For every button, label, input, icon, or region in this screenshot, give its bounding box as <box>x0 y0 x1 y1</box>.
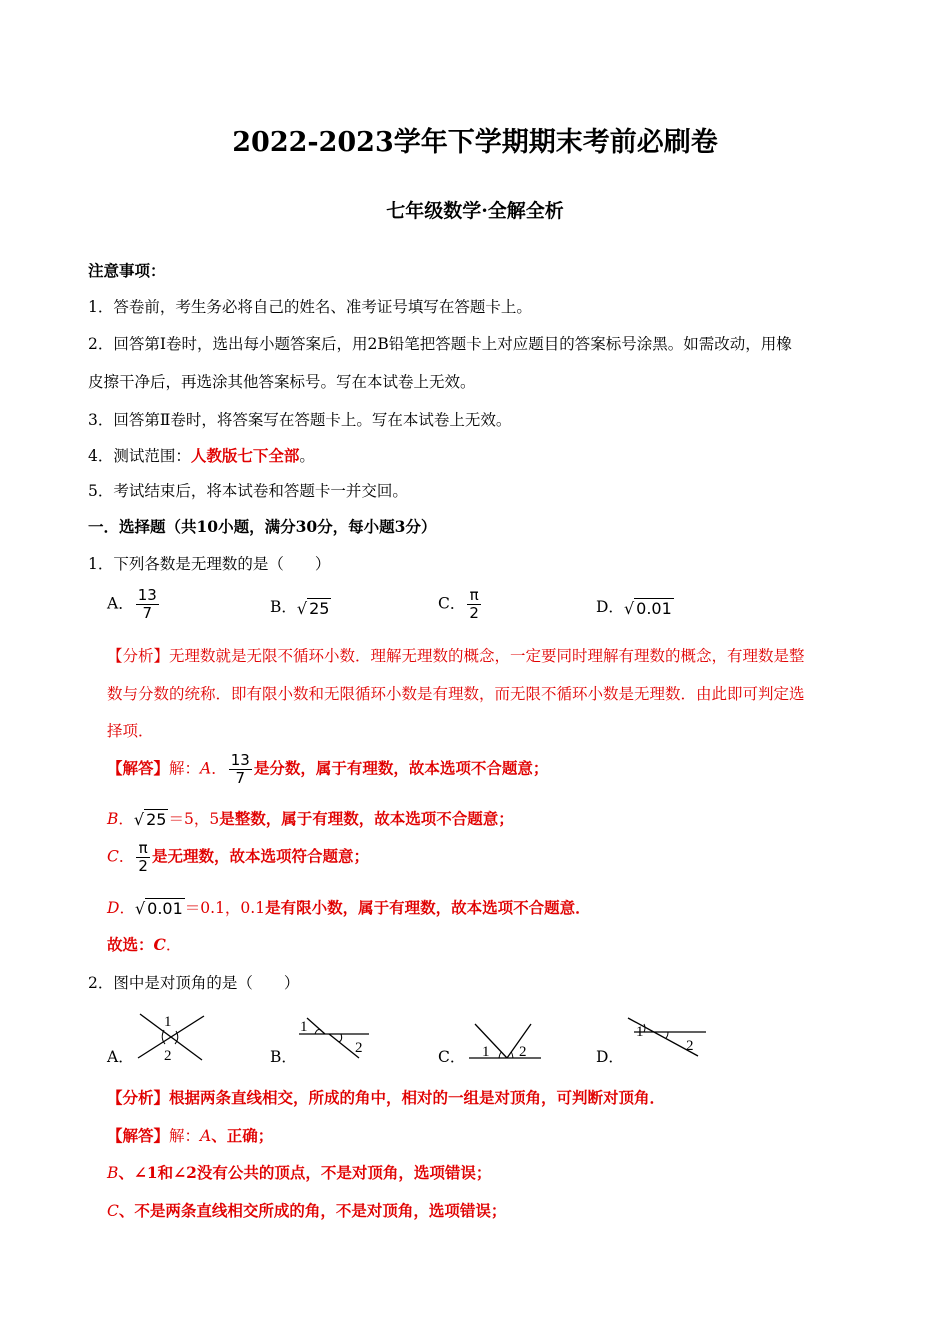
denominator: 7 <box>235 769 246 787</box>
angle-label-2: 2 <box>355 1040 363 1056</box>
angle-label-1: 1 <box>164 1014 172 1030</box>
option-label: B． <box>270 598 297 616</box>
option-letter: C <box>107 1202 119 1220</box>
solution-tag: 【解答】 <box>107 1126 170 1145</box>
question-1-answer <box>107 934 181 956</box>
numerator: π <box>136 840 150 858</box>
square-root: √ 25 <box>296 598 330 618</box>
page-subtitle: 七年级数学·全解全析 <box>386 200 564 222</box>
radicand: 0.01 <box>636 598 672 618</box>
question-2-solution-a <box>107 1125 273 1147</box>
angle-arc <box>339 1034 342 1042</box>
square-root: √ 0.01 <box>623 598 672 618</box>
question-1-analysis-line-1: 【分析】无理数就是无限不循环小数．理解无理数的概念，一定要同时理解有理数的概念，有理数是整 <box>107 647 805 665</box>
test-range: 人教版七下全部 <box>190 446 300 465</box>
option-dot: ． <box>118 810 134 828</box>
radicand: 25 <box>146 810 167 829</box>
radicand: 0.01 <box>147 899 183 918</box>
denominator: 2 <box>138 857 148 875</box>
notice-item-3: 3．回答第Ⅱ卷时，将答案写在答题卡上。写在本试卷上无效。 <box>88 411 512 429</box>
solution-text: 是分数，属于有理数，故本选项不合题意； <box>253 758 549 778</box>
question-2-figure-c <box>465 1014 545 1062</box>
answer-prefix: 故选： <box>107 935 154 954</box>
fraction <box>229 752 252 787</box>
square-root: √ 0.01 <box>134 899 183 918</box>
denominator: 7 <box>142 604 153 622</box>
question-2-solution-c <box>107 1200 506 1222</box>
angle-arc <box>666 1032 668 1038</box>
solution-text: 是无理数，故本选项符合题意； <box>151 846 369 866</box>
denominator: 2 <box>469 604 479 622</box>
notice-item-2-line-2: 皮擦干净后，再选涂其他答案标号。写在本试卷上无效。 <box>88 373 476 391</box>
option-letter: B <box>107 1164 119 1182</box>
solution-prefix: 解： <box>169 759 201 778</box>
notice-item-4-prefix: 4．测试范围： <box>88 447 191 465</box>
numerator: 13 <box>137 586 157 604</box>
question-1-solution-b <box>107 808 514 831</box>
solution-text: 、正确； <box>211 1126 274 1145</box>
angle-label-2: 2 <box>686 1038 694 1054</box>
notice-item-1: 1．答卷前，考生务必将自己的姓名、准考证号填写在答题卡上。 <box>88 298 532 316</box>
angle-label-1: 1 <box>636 1024 644 1040</box>
notice-item-5: 5．考试结束后，将本试卷和答题卡一并交回。 <box>88 482 408 500</box>
option-dot: ． <box>119 899 135 917</box>
question-1-solution-d <box>107 897 591 920</box>
question-1-solution-c <box>107 840 369 875</box>
solution-equation: ＝0.1，0.1 <box>184 899 266 917</box>
option-label: A． <box>107 594 134 613</box>
section-heading: 一．选择题（共10小题，满分30分，每小题3分） <box>88 517 437 536</box>
solution-text: 、∠1和∠2没有公共的顶点，不是对顶角，选项错误； <box>118 1163 492 1182</box>
solution-text: 、不是两条直线相交所成的角，不是对顶角，选项错误； <box>118 1201 507 1220</box>
option-dot: ． <box>211 759 227 778</box>
question-2-solution-b <box>107 1162 491 1184</box>
option-letter: A <box>200 759 212 778</box>
notice-item-4-suffix: 。 <box>299 447 315 465</box>
question-2-figure-a <box>130 1008 210 1068</box>
angle-label-1: 1 <box>482 1044 490 1060</box>
answer-letter: C <box>153 935 166 954</box>
fraction <box>136 840 150 875</box>
radicand: 25 <box>309 598 330 618</box>
question-1-option-a <box>107 587 161 622</box>
option-letter: A <box>200 1127 212 1145</box>
question-1-option-b <box>270 595 331 618</box>
figure-line <box>475 1024 507 1058</box>
question-2-option-b-label: B． <box>270 1048 297 1066</box>
question-2-analysis: 【分析】根据两条直线相交，所成的角中，相对的一组是对顶角，可判断对顶角． <box>107 1088 666 1107</box>
solution-text: 是整数，属于有理数，故本选项不合题意； <box>219 809 514 828</box>
numerator: π <box>467 587 481 605</box>
solution-tag: 【解答】 <box>107 758 170 778</box>
notice-heading: 注意事项： <box>88 261 166 280</box>
notice-item-4 <box>88 445 315 467</box>
fraction <box>136 587 159 622</box>
angle-label-2: 2 <box>164 1048 172 1064</box>
option-letter: B <box>107 810 119 828</box>
notice-item-2-line-1: 2．回答第Ⅰ卷时，选出每小题答案后，用2B铅笔把答题卡上对应题目的答案标号涂黑。如需改动，用橡 <box>88 335 792 353</box>
question-1-stem: 1．下列各数是无理数的是（ ） <box>88 555 331 573</box>
page-title: 2022-2023学年下学期期末考前必刷卷 <box>232 127 718 158</box>
question-2-option-c-label: C． <box>438 1048 466 1066</box>
question-2-stem: 2．图中是对顶角的是（ ） <box>88 974 300 992</box>
question-1-option-c <box>438 587 483 622</box>
question-1-solution-a <box>107 752 548 787</box>
angle-arc <box>644 1024 645 1032</box>
square-root: √ 25 <box>133 810 167 829</box>
question-2-option-a-label: A． <box>107 1048 134 1066</box>
angle-label-2: 2 <box>519 1044 527 1060</box>
option-label: D． <box>596 598 624 616</box>
question-1-analysis-line-3: 择项． <box>107 722 154 740</box>
option-letter: C <box>107 847 119 866</box>
question-2-option-d-label: D． <box>596 1048 624 1066</box>
solution-prefix: 解： <box>169 1127 201 1145</box>
question-2-figure-d <box>622 1010 712 1060</box>
question-2-figure-b <box>295 1010 375 1060</box>
question-1-analysis-line-2: 数与分数的统称．即有限小数和无限循环小数是有理数，而无限不循环小数是无理数．由此即可判定选 <box>107 685 805 703</box>
option-label: C． <box>438 594 466 613</box>
solution-text: 是有限小数，属于有理数，故本选项不合题意． <box>265 898 591 917</box>
question-1-option-d <box>596 595 674 618</box>
option-letter: D <box>107 899 120 917</box>
numerator: 13 <box>230 751 250 769</box>
answer-dot: ． <box>165 936 182 954</box>
option-dot: ． <box>118 847 135 866</box>
solution-equation: ＝5，5 <box>168 810 220 828</box>
angle-label-1: 1 <box>300 1019 308 1035</box>
fraction <box>467 587 481 622</box>
